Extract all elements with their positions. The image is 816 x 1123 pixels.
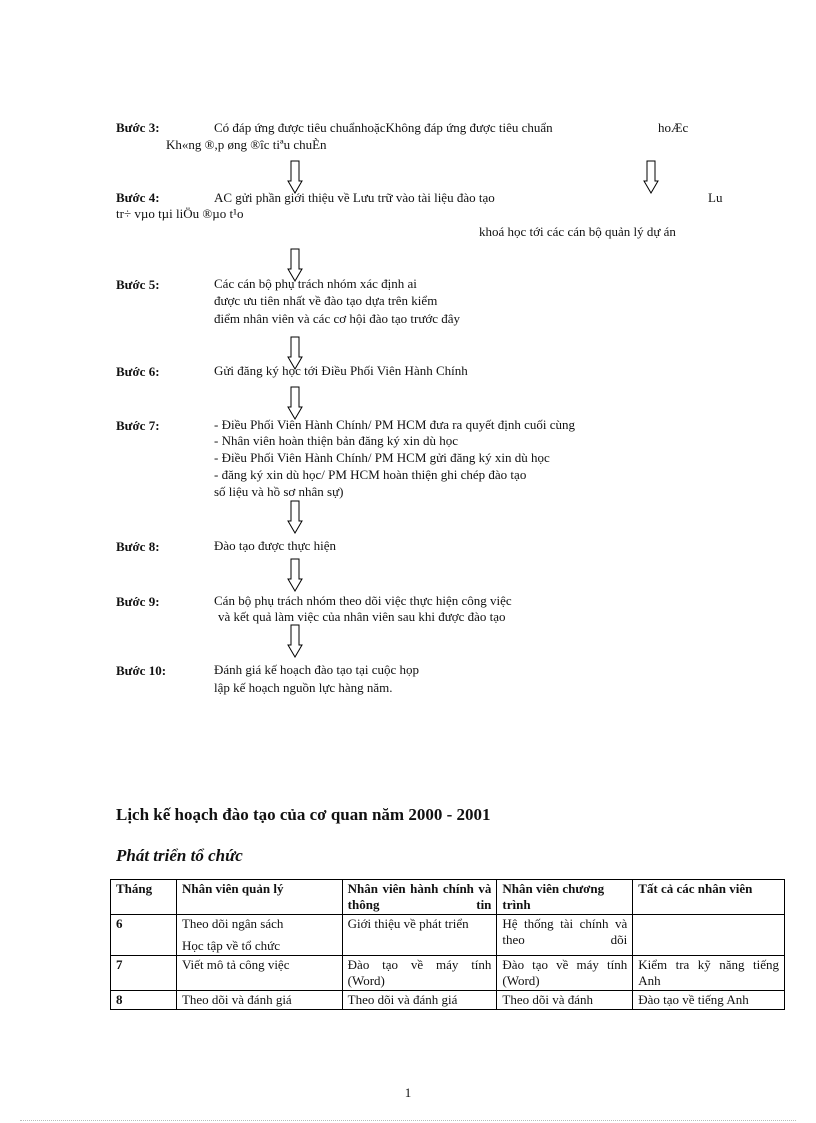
step-7-item: - đăng ký xin dù học/ PM HCM hoàn thiện ghi chép đào tạo [214, 467, 527, 482]
training-schedule-table [110, 879, 785, 1010]
step-8-text: Đào tạo được thực hiện [214, 538, 337, 553]
step-9-line: và kết quả làm việc của nhân viên sau khi được đào tạo [218, 609, 506, 624]
step-5-line: điểm nhân viên và các cơ hội đào tạo trước đây [214, 311, 461, 326]
step-4-text: AC gửi phần giới thiệu về Lưu trữ vào tài liệu đào tạo [214, 190, 495, 205]
down-arrow-icon [643, 160, 659, 194]
step-4-right-text: Lu [708, 190, 723, 205]
step-3-right-text: hoÆc [658, 120, 689, 135]
table-cell: Theo dõi và đánh [497, 991, 633, 1010]
table-cell: Kiểm tra kỹ năng tiếng Anh [633, 956, 785, 991]
month-cell: 8 [111, 991, 177, 1010]
table-cell: Đào tạo về máy tính (Word) [497, 956, 633, 991]
down-arrow-icon [287, 160, 303, 194]
step-5-line: Các cán bộ phụ trách nhóm xác định ai [214, 276, 417, 291]
step-7-item: - Nhân viên hoàn thiện bản đăng ký xin dù học [214, 433, 459, 448]
table-cell: Theo dõi và đánh giá [176, 991, 342, 1010]
page-number: 1 [404, 1085, 412, 1100]
step-5-label: Bước 5: [116, 277, 160, 292]
step-5-line: được ưu tiên nhất về đào tạo dựa trên kiểm [214, 293, 438, 308]
page-divider [20, 1120, 796, 1121]
table-cell: Giới thiệu về phát triển [342, 915, 497, 956]
step-10-label: Bước 10: [116, 663, 167, 678]
month-cell: 6 [111, 915, 177, 956]
column-header: Tất cả các nhân viên [633, 880, 785, 915]
table-cell: Viết mô tả công việc [176, 956, 342, 991]
table-row [111, 991, 785, 1010]
table-cell: Đào tạo về máy tính (Word) [342, 956, 497, 991]
table-row [111, 956, 785, 991]
step-7-item: - Điều Phối Viên Hành Chính/ PM HCM gửi đăng ký xin dù học [214, 450, 550, 465]
column-header: Nhân viên quản lý [176, 880, 342, 915]
down-arrow-icon [287, 500, 303, 534]
step-3-text: Có đáp ứng được tiêu chuẩnhoặcKhông đáp ứng được tiêu chuẩn [214, 120, 553, 135]
cell-line: Học tập về tổ chức [181, 938, 280, 953]
table-cell [633, 915, 785, 956]
step-7-label: Bước 7: [116, 418, 160, 433]
down-arrow-icon [287, 386, 303, 420]
cell-line: Theo dõi ngân sách [181, 916, 284, 931]
table-cell: Đào tạo về tiếng Anh [633, 991, 785, 1010]
step-6-label: Bước 6: [116, 364, 160, 379]
down-arrow-icon [287, 624, 303, 658]
step-8-label: Bước 8: [116, 539, 160, 554]
column-header: Nhân viên hành chính và thông tin [342, 880, 497, 915]
table-row [111, 915, 785, 956]
table-header-row [111, 880, 785, 915]
step-3-garbled-text: Kh«ng ®,p øng ®îc tiªu chuÈn [166, 137, 327, 152]
table-cell: Theo dõi và đánh giá [342, 991, 497, 1010]
step-4-extra-text: khoá học tới các cán bộ quản lý dự án [479, 224, 676, 239]
step-4-garbled-text: tr÷ vµo tµi liÖu ®µo t¹o [116, 206, 244, 221]
column-header: Tháng [111, 880, 177, 915]
step-10-line: lập kế hoạch nguồn lực hàng năm. [214, 680, 393, 695]
subsection-title: Phát triển tổ chức [116, 846, 243, 865]
table-cell: Hệ thống tài chính và theo dõi [497, 915, 633, 956]
table-cell [176, 915, 342, 956]
step-7-tail: số liệu và hồ sơ nhân sự) [214, 484, 344, 499]
down-arrow-icon [287, 558, 303, 592]
step-10-line: Đánh giá kế hoạch đào tạo tại cuộc họp [214, 662, 420, 677]
column-header: Nhân viên chương trình [497, 880, 633, 915]
step-9-line: Cán bộ phụ trách nhóm theo dõi việc thực hiện công việc [214, 593, 512, 608]
step-4-label: Bước 4: [116, 190, 160, 205]
section-title: Lịch kế hoạch đào tạo của cơ quan năm 2000 - 2001 [116, 805, 491, 824]
step-9-label: Bước 9: [116, 594, 160, 609]
step-6-text: Gửi đăng ký học tới Điều Phối Viên Hành Chính [214, 363, 468, 378]
month-cell: 7 [111, 956, 177, 991]
step-7-item: - Điều Phối Viên Hành Chính/ PM HCM đưa ra quyết định cuối cùng [214, 417, 575, 432]
step-3-label: Bước 3: [116, 120, 160, 135]
